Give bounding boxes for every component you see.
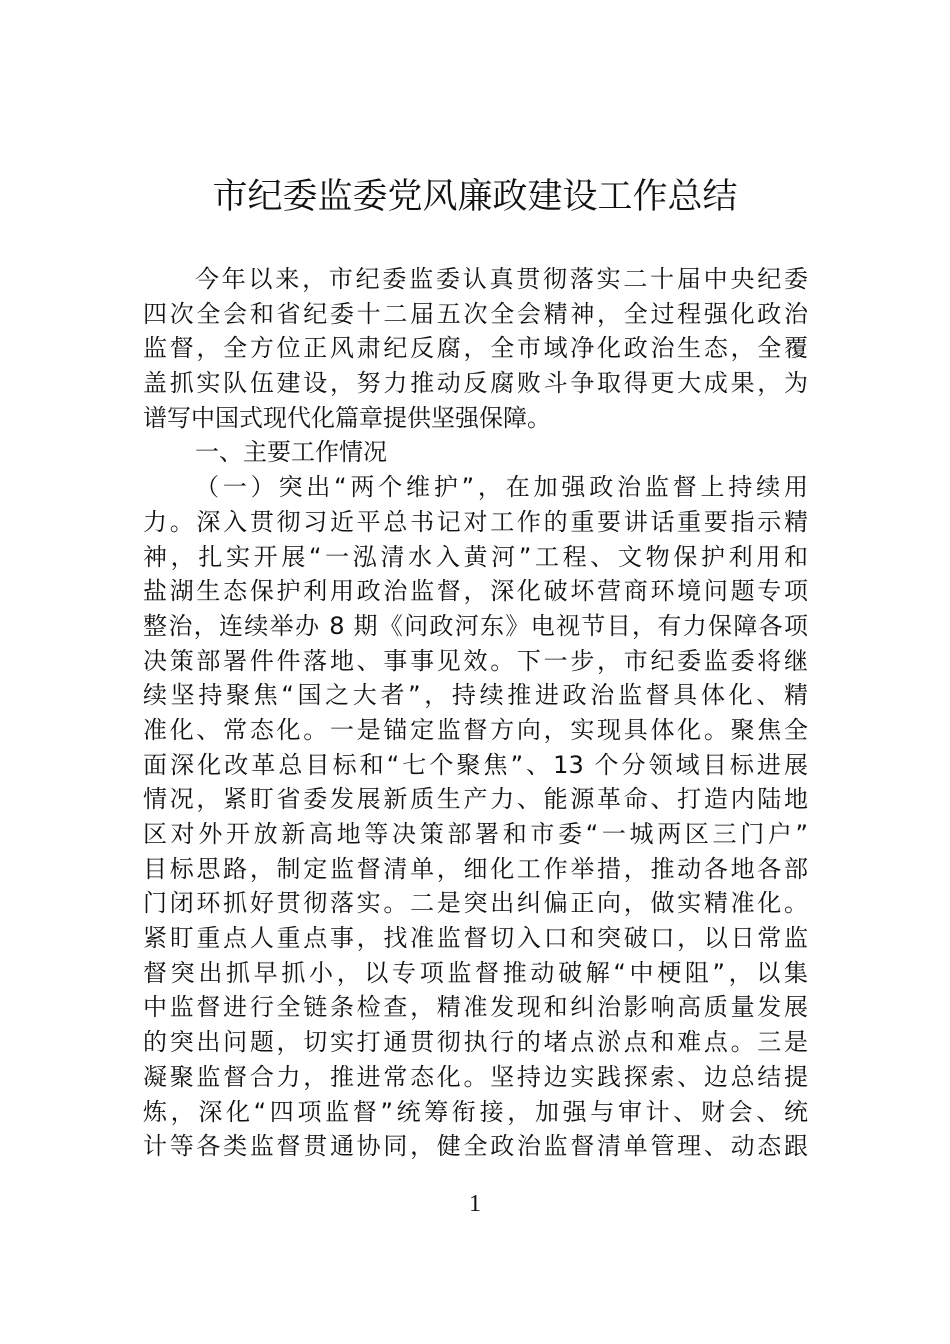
paragraph-line: 神，扎实开展“一泓清水入黄河”工程、文物保护利用和 (143, 542, 808, 571)
paragraph-line: 四次全会和省纪委十二届五次全会精神，全过程强化政治 (143, 299, 808, 328)
document-title: 市纪委监委党风廉政建设工作总结 (212, 177, 738, 217)
paragraph-line: 目标思路，制定监督清单，细化工作举措，推动各地各部 (143, 854, 808, 883)
paragraph-line: 区对外开放新高地等决策部署和市委“一城两区三门户” (143, 820, 808, 848)
paragraph-line: 面深化改革总目标和“七个聚焦”、13 个分领域目标进展 (143, 750, 808, 779)
paragraph-line: 谱写中国式现代化篇章提供坚强保障。 (143, 403, 551, 432)
page-number: 1 (469, 1191, 481, 1217)
paragraph-line: 门闭环抓好贯彻落实。二是突出纠偏正向，做实精准化。 (143, 889, 808, 918)
paragraph-line: 的突出问题，切实打通贯彻执行的堵点淤点和难点。三是 (143, 1028, 808, 1057)
paragraph-line: 情况，紧盯省委发展新质生产力、能源革命、打造内陆地 (143, 785, 808, 814)
section-heading: 一、主要工作情况 (195, 438, 387, 467)
paragraph-line: 续坚持聚焦“国之大者”，持续推进政治监督具体化、精 (143, 681, 808, 710)
paragraph-line: 凝聚监督合力，推进常态化。坚持边实践探索、边总结提 (143, 1062, 808, 1091)
paragraph-line: 决策部署件件落地、事事见效。下一步，市纪委监委将继 (143, 646, 808, 675)
paragraph-line: 准化、常态化。一是锚定监督方向，实现具体化。聚焦全 (143, 715, 808, 744)
paragraph-line: 督突出抓早抓小，以专项监督推动破解“中梗阻”，以集 (143, 958, 808, 987)
paragraph-line: 力。深入贯彻习近平总书记对工作的重要讲话重要指示精 (143, 507, 808, 536)
paragraph-line: 整治，连续举办 8 期《问政河东》电视节目，有力保障各项 (143, 611, 808, 640)
paragraph-line: 今年以来，市纪委监委认真贯彻落实二十届中央纪委 (195, 265, 808, 293)
document-body (143, 262, 808, 1164)
paragraph-line: 监督，全方位正风肃纪反腐，全市域净化政治生态，全覆 (143, 334, 808, 363)
paragraph-line: （一）突出“两个维护”，在加强政治监督上持续用 (195, 473, 808, 502)
paragraph-line: 紧盯重点人重点事，找准监督切入口和突破口，以日常监 (143, 924, 808, 953)
paragraph-line: 炼，深化“四项监督”统筹衔接，加强与审计、财会、统 (143, 1097, 808, 1126)
paragraph-line: 计等各类监督贯通协同，健全政治监督清单管理、动态跟 (143, 1132, 808, 1161)
paragraph-line: 盐湖生态保护利用政治监督，深化破坏营商环境问题专项 (143, 577, 808, 606)
paragraph-line: 盖抓实队伍建设，努力推动反腐败斗争取得更大成果，为 (143, 369, 808, 398)
paragraph-line: 中监督进行全链条检查，精准发现和纠治影响高质量发展 (143, 993, 808, 1022)
